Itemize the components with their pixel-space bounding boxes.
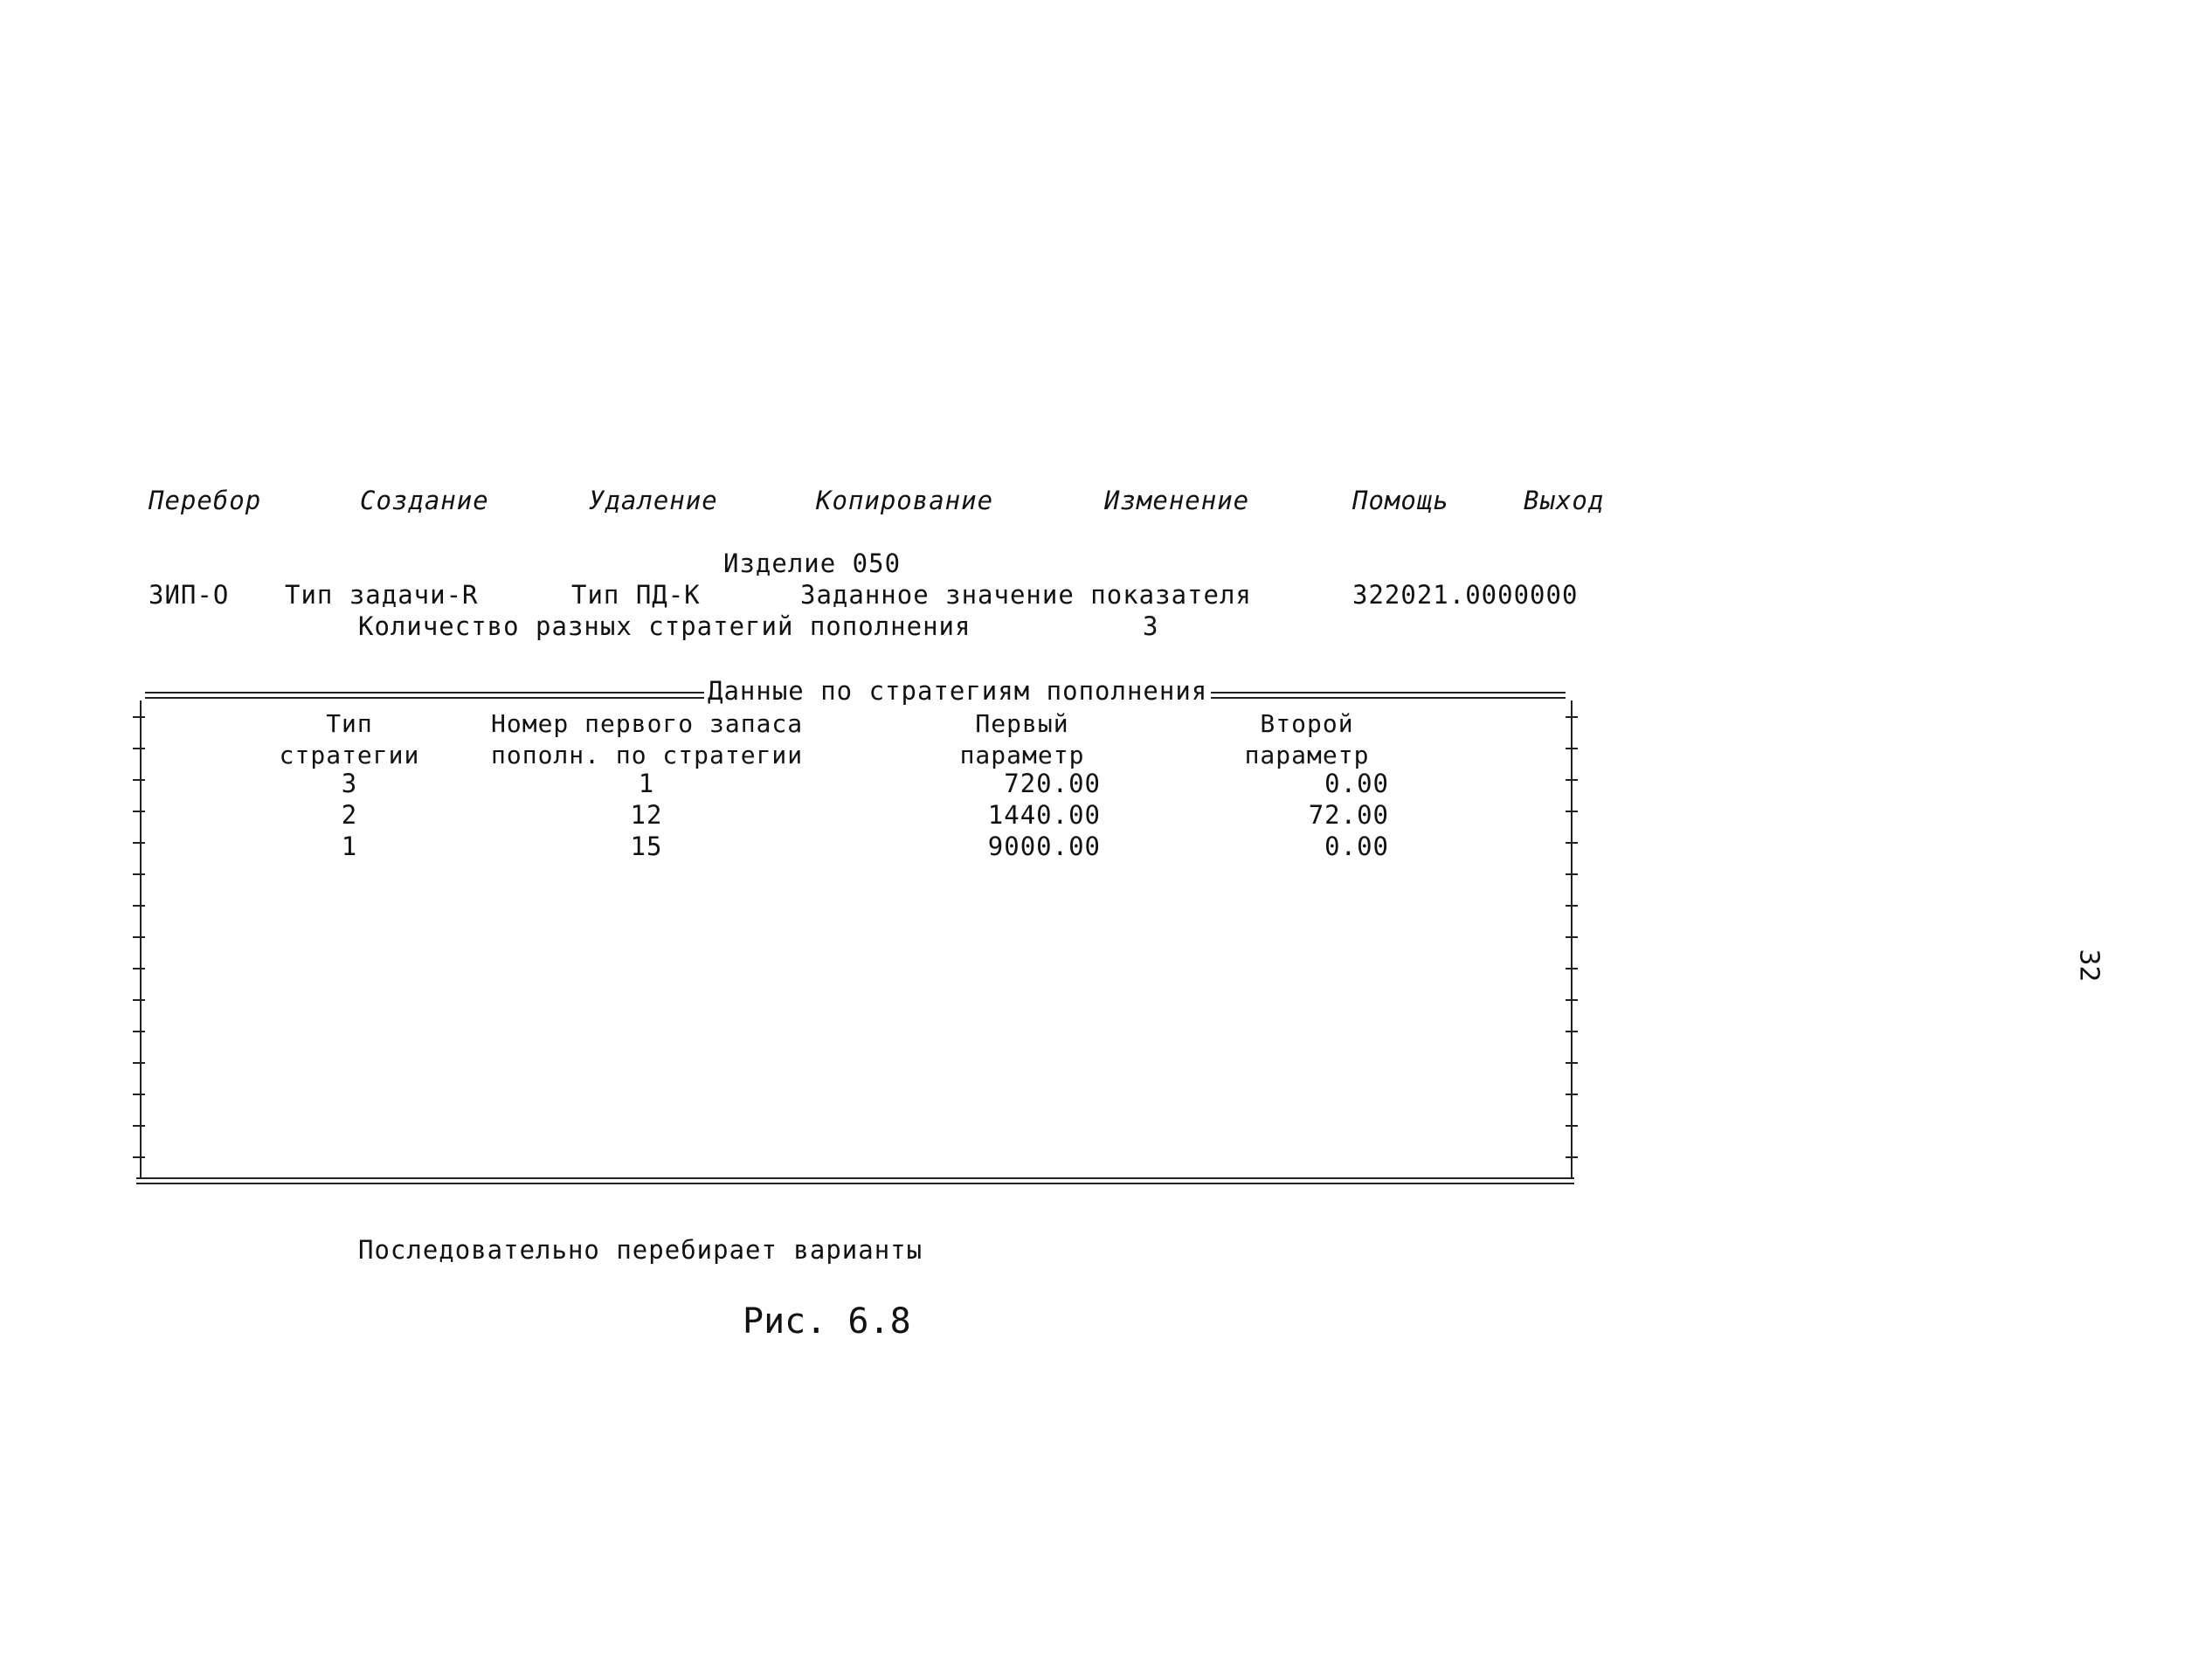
cell-param1: 720.00 xyxy=(1004,769,1101,798)
status-hint: Последовательно перебирает варианты xyxy=(358,1235,923,1265)
frame-tick-right xyxy=(1566,811,1578,812)
col-header-first-stock-line1: Номер первого запаса xyxy=(491,709,804,738)
col-header-param1-line1: Первый xyxy=(975,709,1069,738)
frame-tick-left xyxy=(133,842,145,844)
frame-tick-left xyxy=(133,1125,145,1127)
cell-first-stock: 15 xyxy=(630,831,663,861)
product-title: Изделие 050 xyxy=(723,549,902,578)
zip-label: ЗИП-О xyxy=(149,580,230,610)
frame-tick-left xyxy=(133,716,145,718)
col-header-param1-line2: параметр xyxy=(959,741,1085,769)
strategy-count-label: Количество разных стратегий пополнения xyxy=(358,611,971,641)
frame-tick-left xyxy=(133,1031,145,1032)
frame-tick-left xyxy=(133,968,145,969)
pd-type-label: Тип ПД-К xyxy=(571,580,701,610)
cell-first-stock: 12 xyxy=(630,800,663,830)
frame-tick-right xyxy=(1566,999,1578,1001)
frame-tick-right xyxy=(1566,1094,1578,1095)
col-header-param2-line2: параметр xyxy=(1244,741,1370,769)
frame-tick-left xyxy=(133,748,145,749)
frame-tick-left xyxy=(133,905,145,907)
col-header-type-line1: Тип xyxy=(326,709,373,738)
table-title: Данные по стратегиям пополнения xyxy=(704,676,1211,706)
frame-tick-right xyxy=(1566,716,1578,718)
frame-tick-left xyxy=(133,1062,145,1064)
cell-strategy-type: 3 xyxy=(341,769,358,798)
frame-tick-right xyxy=(1566,779,1578,781)
cell-param1: 1440.00 xyxy=(987,800,1101,830)
frame-tick-right xyxy=(1566,968,1578,969)
menu-item-perebor[interactable]: Перебор xyxy=(149,486,262,515)
cell-strategy-type: 2 xyxy=(341,800,358,830)
strategy-count-value: 3 xyxy=(1143,611,1159,641)
figure-caption: Рис. 6.8 xyxy=(743,1301,911,1342)
menu-item-pomosh[interactable]: Помощь xyxy=(1352,486,1449,515)
frame-tick-right xyxy=(1566,905,1578,907)
menu-item-sozdanie[interactable]: Создание xyxy=(360,486,489,515)
frame-tick-right xyxy=(1566,842,1578,844)
target-label: Заданное значение показателя xyxy=(800,580,1252,610)
cell-first-stock: 1 xyxy=(638,769,655,798)
frame-tick-right xyxy=(1566,1156,1578,1158)
page-number: 32 xyxy=(2073,949,2105,983)
frame-tick-right xyxy=(1566,1125,1578,1127)
col-header-type-line2: стратегии xyxy=(279,741,420,769)
menu-item-kopirovanie[interactable]: Копирование xyxy=(816,486,994,515)
frame-tick-right xyxy=(1566,1062,1578,1064)
menu-item-udalenie[interactable]: Удаление xyxy=(589,486,718,515)
col-header-first-stock-line2: пополн. по стратегии xyxy=(491,741,804,769)
frame-tick-left xyxy=(133,936,145,938)
frame-tick-left xyxy=(133,811,145,812)
frame-tick-right xyxy=(1566,1031,1578,1032)
frame-tick-left xyxy=(133,779,145,781)
frame-tick-left xyxy=(133,1156,145,1158)
cell-strategy-type: 1 xyxy=(341,831,358,861)
menu-item-vyhod[interactable]: Выход xyxy=(1524,486,1605,515)
frame-tick-right xyxy=(1566,748,1578,749)
target-value: 322021.0000000 xyxy=(1352,580,1579,610)
frame-tick-right xyxy=(1566,873,1578,875)
cell-param1: 9000.00 xyxy=(987,831,1101,861)
cell-param2: 72.00 xyxy=(1308,800,1389,830)
cell-param2: 0.00 xyxy=(1324,769,1389,798)
frame-tick-left xyxy=(133,1094,145,1095)
menu-item-izmenenie[interactable]: Изменение xyxy=(1104,486,1250,515)
frame-tick-left xyxy=(133,999,145,1001)
cell-param2: 0.00 xyxy=(1324,831,1389,861)
frame-tick-left xyxy=(133,873,145,875)
col-header-param2-line1: Второй xyxy=(1260,709,1354,738)
frame-tick-right xyxy=(1566,936,1578,938)
task-type-label: Тип задачи-R xyxy=(285,580,479,610)
